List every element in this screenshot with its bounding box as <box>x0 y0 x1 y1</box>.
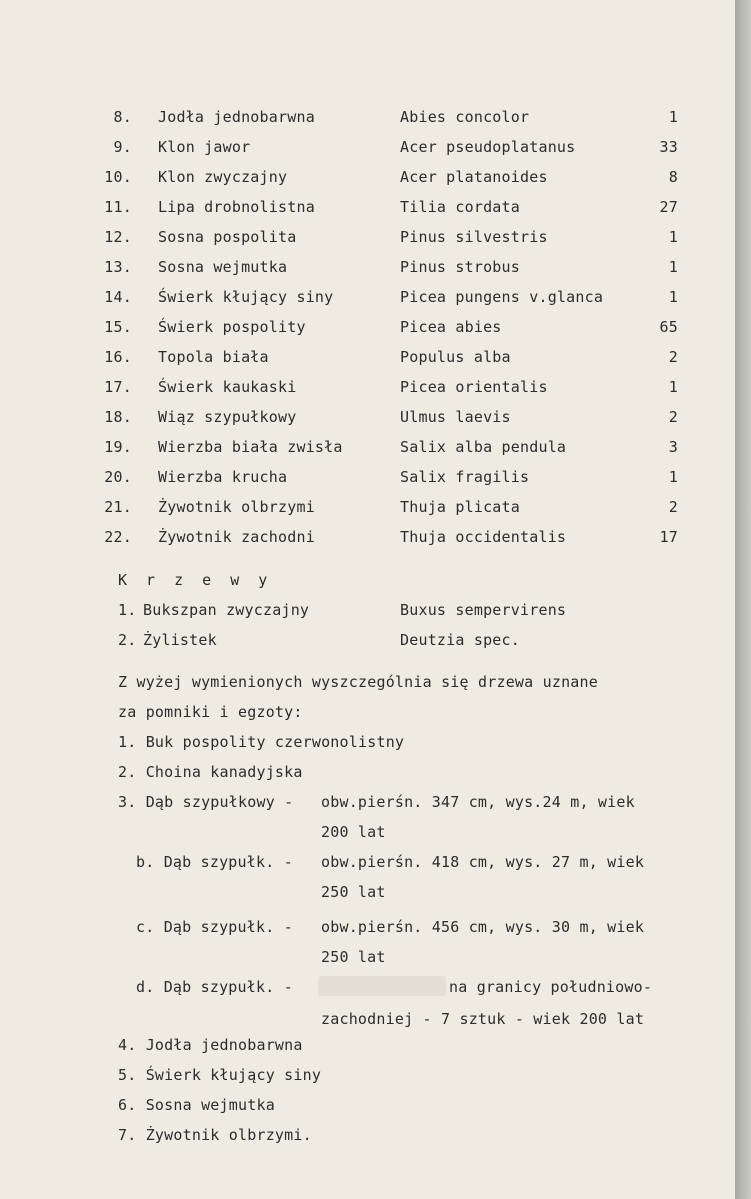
tree-latin-name: Acer platanoides <box>400 168 548 186</box>
tree-latin-name: Ulmus laevis <box>400 408 511 426</box>
tree-latin-name: Populus alba <box>400 348 511 366</box>
tree-count: 1 <box>668 378 678 396</box>
tree-latin-name: Pinus silvestris <box>400 228 548 246</box>
tree-row-number: 15. <box>104 318 132 336</box>
tree-polish-name: Wierzba biała zwisła <box>158 438 343 456</box>
tree-latin-name: Picea abies <box>400 318 502 336</box>
tree-latin-name: Salix alba pendula <box>400 438 567 456</box>
tree-latin-name: Pinus strobus <box>400 258 520 276</box>
tree-polish-name: Wierzba krucha <box>158 468 288 486</box>
tree-polish-name: Sosna wejmutka <box>158 258 288 276</box>
page-edge-shadow <box>735 0 751 1199</box>
tree-count: 2 <box>668 498 678 516</box>
tree-latin-name: Salix fragilis <box>400 468 530 486</box>
monument-item-2: 2. Choina kanadyjska <box>118 763 303 781</box>
tree-count: 1 <box>668 288 678 306</box>
monument-item-5: 5. Świerk kłujący siny <box>118 1066 322 1084</box>
tree-latin-name: Acer pseudoplatanus <box>400 138 576 156</box>
monument-item-4: 4. Jodła jednobarwna <box>118 1036 303 1054</box>
monument-item-1: 1. Buk pospolity czerwonolistny <box>118 733 405 751</box>
tree-count: 17 <box>659 528 678 546</box>
tree-row-number: 18. <box>104 408 132 426</box>
tree-polish-name: Sosna pospolita <box>158 228 297 246</box>
monument-3a-label: 3. Dąb szypułkowy - <box>118 793 294 811</box>
tree-row-number: 13. <box>104 258 132 276</box>
shrubs-heading: K r z e w y <box>118 571 273 589</box>
tree-row-number: 14. <box>104 288 132 306</box>
tree-latin-name: Tilia cordata <box>400 198 520 216</box>
tree-row-number: 8. <box>113 108 132 126</box>
tree-row-number: 21. <box>104 498 132 516</box>
tree-row-number: 11. <box>104 198 132 216</box>
paragraph-line-2: za pomniki i egzoty: <box>118 703 303 721</box>
monument-item-7: 7. Żywotnik olbrzymi. <box>118 1126 312 1144</box>
tree-count: 1 <box>668 108 678 126</box>
shrub-latin-name: Buxus sempervirens <box>400 601 567 619</box>
tree-polish-name: Jodła jednobarwna <box>158 108 315 126</box>
tree-count: 3 <box>668 438 678 456</box>
tree-count: 1 <box>668 468 678 486</box>
tree-latin-name: Thuja occidentalis <box>400 528 567 546</box>
shrub-row-number: 1. <box>118 601 137 619</box>
tree-polish-name: Klon zwyczajny <box>158 168 288 186</box>
shrub-polish-name: Żylistek <box>143 631 217 649</box>
monument-3b-line-1: obw.pierśn. 418 cm, wys. 27 m, wiek <box>321 853 645 871</box>
tree-row-number: 19. <box>104 438 132 456</box>
tree-count: 27 <box>659 198 678 216</box>
tree-count: 65 <box>659 318 678 336</box>
tree-count: 33 <box>659 138 678 156</box>
tree-polish-name: Świerk kaukaski <box>158 378 297 396</box>
monument-3c-label: c. Dąb szypułk. - <box>136 918 293 936</box>
shrub-polish-name: Bukszpan zwyczajny <box>143 601 310 619</box>
monument-3d-line-1: na granicy południowo- <box>449 978 653 996</box>
tree-count: 1 <box>668 228 678 246</box>
monument-3d-label: d. Dąb szypułk. - <box>136 978 293 996</box>
tree-polish-name: Topola biała <box>158 348 269 366</box>
tree-count: 8 <box>668 168 678 186</box>
tree-row-number: 22. <box>104 528 132 546</box>
erased-text-smudge <box>318 976 446 996</box>
shrub-latin-name: Deutzia spec. <box>400 631 520 649</box>
tree-count: 1 <box>668 258 678 276</box>
tree-row-number: 16. <box>104 348 132 366</box>
tree-row-number: 9. <box>113 138 132 156</box>
monument-item-6: 6. Sosna wejmutka <box>118 1096 275 1114</box>
shrub-row-number: 2. <box>118 631 137 649</box>
monument-3b-line-2: 250 lat <box>321 883 386 901</box>
tree-row-number: 20. <box>104 468 132 486</box>
tree-latin-name: Thuja plicata <box>400 498 520 516</box>
tree-polish-name: Lipa drobnolistna <box>158 198 315 216</box>
tree-polish-name: Klon jawor <box>158 138 251 156</box>
monument-3d-line-2: zachodniej - 7 sztuk - wiek 200 lat <box>321 1010 645 1028</box>
tree-latin-name: Picea orientalis <box>400 378 548 396</box>
tree-polish-name: Wiąz szypułkowy <box>158 408 297 426</box>
monument-3a-line-2: 200 lat <box>321 823 386 841</box>
tree-polish-name: Świerk pospolity <box>158 318 306 336</box>
tree-count: 2 <box>668 348 678 366</box>
monument-3c-line-1: obw.pierśn. 456 cm, wys. 30 m, wiek <box>321 918 645 936</box>
monument-3c-line-2: 250 lat <box>321 948 386 966</box>
tree-polish-name: Żywotnik zachodni <box>158 528 315 546</box>
monument-3a-line-1: obw.pierśn. 347 cm, wys.24 m, wiek <box>321 793 635 811</box>
tree-latin-name: Abies concolor <box>400 108 530 126</box>
tree-polish-name: Żywotnik olbrzymi <box>158 498 315 516</box>
tree-count: 2 <box>668 408 678 426</box>
paragraph-line-1: Z wyżej wymienionych wyszczególnia się drzewa uznane <box>118 673 598 691</box>
tree-polish-name: Świerk kłujący siny <box>158 288 334 306</box>
monument-3b-label: b. Dąb szypułk. - <box>136 853 293 871</box>
tree-latin-name: Picea pungens v.glanca <box>400 288 604 306</box>
tree-row-number: 17. <box>104 378 132 396</box>
tree-row-number: 12. <box>104 228 132 246</box>
tree-row-number: 10. <box>104 168 132 186</box>
